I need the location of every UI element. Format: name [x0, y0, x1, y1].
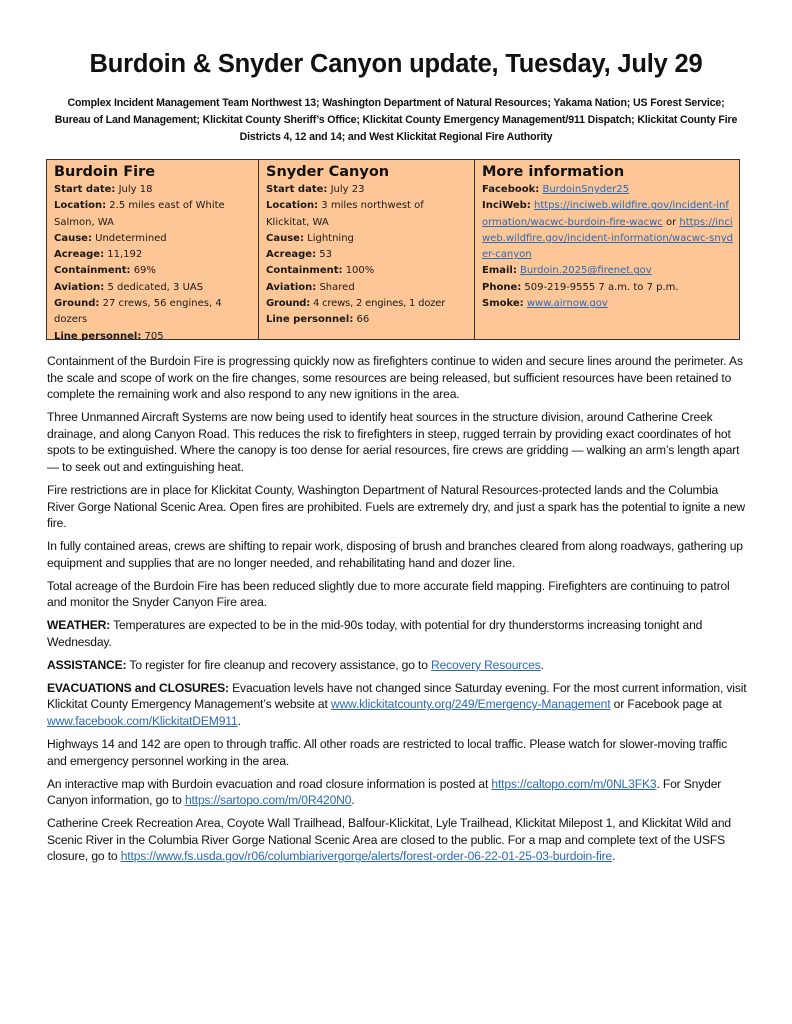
paragraph-assistance: ASSISTANCE: To register for fire cleanup and recovery assistance, go to Recovery Resources. [47, 657, 544, 672]
paragraph-uas: Three Unmanned Aircraft Systems are now being used to identify heat sources in the structure division, around Catherine Creek drainage, and along Canyon Road. This reduces the risk to firefighters in steep, rugged terrain by providing exact coordinates of hot spots to be extinguished. Where the canopy is too dense for aerial resources, fire crews are gridding — walking an arm’s length apart — to seek out and extinguishing heat. [47, 410, 740, 474]
snyder-location: Location: 3 miles northwest of Klickitat, WA [266, 200, 424, 228]
more-info-heading: More information [482, 164, 625, 180]
snyder-canyon-column [258, 160, 474, 339]
burdoin-fire-column [47, 160, 258, 342]
caltopo-link[interactable]: https://caltopo.com/m/0NL3FK3 [491, 776, 657, 791]
paragraph-containment: Containment of the Burdoin Fire is progressing quickly now as firefighters continue to widen and secure lines around the perimeter. As the scale and scope of work on the fire changes, some resources are being released, but sufficient resources have been retained to complete the remaining work and also respond to any new ignitions in the area. [47, 354, 743, 402]
page-title: Burdoin & Snyder Canyon update, Tuesday, July 29 [89, 50, 703, 78]
inciweb-snyder-link[interactable]: https://inciweb.wildfire.gov/incident-information/wacwc-snyder-canyon [482, 216, 733, 261]
burdoin-containment: Containment: 69% [54, 265, 156, 277]
burdoin-aviation: Aviation: 5 dedicated, 3 UAS [54, 281, 204, 293]
snyder-heading: Snyder Canyon [266, 164, 390, 180]
inciweb-burdoin-link[interactable]: https://inciweb.wildfire.gov/incident-information/wacwc-burdoin-fire-wacwc [482, 200, 729, 228]
klickitat-facebook-link[interactable]: www.facebook.com/KlickitatDEM911 [47, 714, 238, 729]
inciweb-row: InciWeb: https://inciweb.wildfire.gov/incident-information/wacwc-burdoin-fire-wacwc or https://inciweb.wildfire.gov/incident-information/wacwc-snyder-canyon [482, 200, 733, 261]
facebook-link[interactable]: BurdoinSnyder25 [542, 184, 630, 195]
update-body [47, 353, 747, 871]
snyder-ground: Ground: 4 crews, 2 engines, 1 dozer [266, 298, 446, 310]
paragraph-weather: WEATHER: Temperatures are expected to be in the mid-90s today, with potential for dry thunderstorms increasing tonight and Wednesday. [47, 618, 703, 649]
snyder-aviation: Aviation: Shared [266, 281, 355, 293]
snyder-cause: Cause: Lightning [266, 232, 354, 244]
burdoin-line-personnel: Line personnel: 705 [54, 330, 164, 342]
paragraph-highways: Highways 14 and 142 are open to through traffic. All other roads are restricted to local traffic. Please watch for slower-moving traffic and emergency personnel working in the area. [47, 737, 728, 768]
email-row: Email: Burdoin.2025@firenet.gov [482, 265, 652, 277]
klickitat-county-link[interactable]: www.klickitatcounty.org/249/Emergency-Management [330, 697, 611, 712]
paragraph-acreage: Total acreage of the Burdoin Fire has been reduced slightly due to more accurate field mapping. Firefighters are continuing to patrol and monitor the Snyder Canyon Fire area. [47, 578, 730, 610]
paragraph-restrictions: Fire restrictions are in place for Klickitat County, Washington Department of Natural Resources-protected lands and the Columbia River Gorge National Scenic Area. Open fires are prohibited. Fuels are extremely dry, and just a spark has the potential to ignite a new fire. [47, 482, 745, 531]
recovery-resources-link[interactable]: Recovery Resources [431, 657, 541, 672]
paragraph-evacuations: EVACUATIONS and CLOSURES: Evacuation levels have not changed since Saturday evening. For the most current information, visit Klickitat County Emergency Management’s website at www.klickitatcounty.org/249/Emergency-Management or Facebook page at www.facebook.com/KlickitatDEM911. [47, 680, 747, 729]
agencies-list: Complex Incident Management Team Northwest 13; Washington Department of Natural Resources; Yakama Nation; US Forest Service; Bureau of Land Management; Klickitat County Sheriff’s Office; Klickitat County Emergency Management/911 Dispatch; Klickitat County Fire Districts 4, 12 and 14; and West Klickitat Regional Fire Authority [54, 97, 738, 143]
paragraph-closures: Catherine Creek Recreation Area, Coyote Wall Trailhead, Balfour-Klickitat, Lyle Trailhead, Klickitat Milepost 1, and Klickitat Wild and Scenic River in the Columbia River Gorge National Scenic Area are closed to the public. For a map and complete text of the USFS closure, go to https://www.fs.usda.gov/r06/columbiarivergorge/alerts/forest-order-06-22-01-25-03-burdoin-fire. [47, 816, 731, 864]
airnow-link[interactable]: www.airnow.gov [526, 298, 608, 310]
burdoin-location: Location: 2.5 miles east of White Salmon, WA [54, 200, 225, 228]
snyder-containment: Containment: 100% [266, 265, 375, 277]
smoke-row: Smoke: www.airnow.gov [482, 298, 608, 310]
snyder-acreage: Acreage: 53 [266, 249, 332, 261]
usfs-closure-link[interactable]: https://www.fs.usda.gov/r06/columbiarivergorge/alerts/forest-order-06-22-01-25-03-burdoin-fire [120, 849, 613, 864]
phone-row: Phone: 509-219-9555 7 a.m. to 7 p.m. [482, 281, 679, 293]
facebook-row: Facebook: BurdoinSnyder25 [482, 184, 630, 195]
fire-info-table [46, 159, 740, 340]
more-information-column [474, 160, 739, 339]
sartopo-link[interactable]: https://sartopo.com/m/0R420N0 [184, 793, 352, 808]
burdoin-acreage: Acreage: 11,192 [54, 249, 143, 261]
burdoin-start-date: Start date: July 18 [54, 184, 153, 195]
burdoin-cause: Cause: Undetermined [54, 232, 167, 244]
email-link[interactable]: Burdoin.2025@firenet.gov [520, 265, 652, 277]
paragraph-map: An interactive map with Burdoin evacuation and road closure information is posted at https://caltopo.com/m/0NL3FK3. For Snyder Canyon information, go to https://sartopo.com/m/0R420N0. [47, 776, 722, 808]
snyder-line-personnel: Line personnel: 66 [266, 314, 370, 326]
burdoin-heading: Burdoin Fire [54, 164, 156, 180]
burdoin-ground: Ground: 27 crews, 56 engines, 4 dozers [54, 298, 222, 326]
paragraph-repair: In fully contained areas, crews are shifting to repair work, disposing of brush and branches cleared from along roadways, gathering up equipment and supplies that are no longer needed, and rehabilitating hand and dozer line. [47, 539, 743, 570]
snyder-start-date: Start date: July 23 [266, 184, 365, 195]
